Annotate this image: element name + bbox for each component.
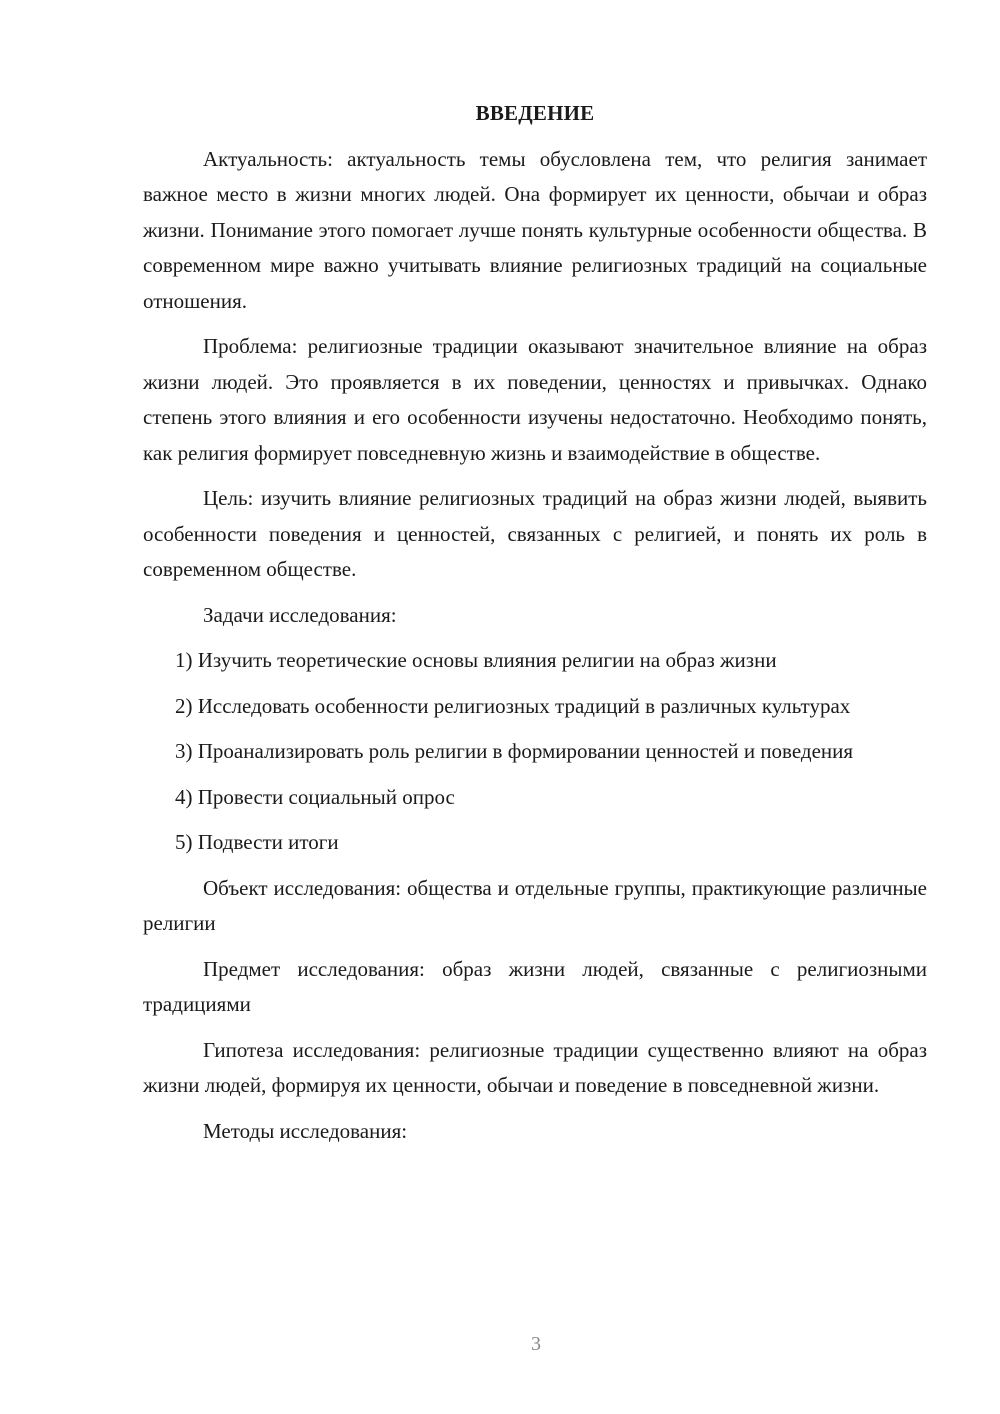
tasks-heading: Задачи исследования: (203, 602, 397, 627)
document-page (143, 96, 927, 1159)
task-item: 5) Подвести итоги (175, 830, 339, 854)
goal-paragraph: Цель: изучить влияние религиозных традиций на образ жизни людей, выявить особенности поведения и ценностей, связанных с религией, и понять их роль в современном обществе. (143, 486, 927, 581)
tasks-list (143, 643, 927, 861)
page-number: 3 (531, 1333, 541, 1355)
methods-heading: Методы исследования: (203, 1118, 408, 1143)
task-item: 4) Провести социальный опрос (175, 784, 455, 809)
task-item: 1) Изучить теоретические основы влияния религии на образ жизни (175, 648, 777, 672)
subject-paragraph: Предмет исследования: образ жизни людей, связанные с религиозными традициями (143, 956, 927, 1016)
task-item: 3) Проанализировать роль религии в формировании ценностей и поведения (175, 739, 854, 763)
hypothesis-paragraph: Гипотеза исследования: религиозные традиции существенно влияют на образ жизни людей, формируя их ценности, обычаи и поведение в повседневной жизни. (143, 1037, 927, 1097)
problem-paragraph: Проблема: религиозные традиции оказывают значительное влияние на образ жизни людей. Это проявляется в их поведении, ценностях и привычках. Однако степень этого влияния и его особенности изучены недостаточно. Необходимо понять, как религия формирует повседневную жизнь и взаимодействие в обществе. (143, 334, 927, 465)
task-item: 2) Исследовать особенности религиозных традиций в различных культурах (175, 693, 851, 718)
section-title: ВВЕДЕНИЕ (475, 101, 595, 125)
relevance-paragraph: Актуальность: актуальность темы обусловлена тем, что религия занимает важное место в жизни многих людей. Она формирует их ценности, обычаи и образ жизни. Понимание этого помогает лучше понять культурные особенности общества. В современном мире важно учитывать влияние религиозных традиций на социальные отношения. (143, 146, 927, 313)
object-paragraph: Объект исследования: общества и отдельные группы, практикующие различные религии (143, 875, 927, 935)
